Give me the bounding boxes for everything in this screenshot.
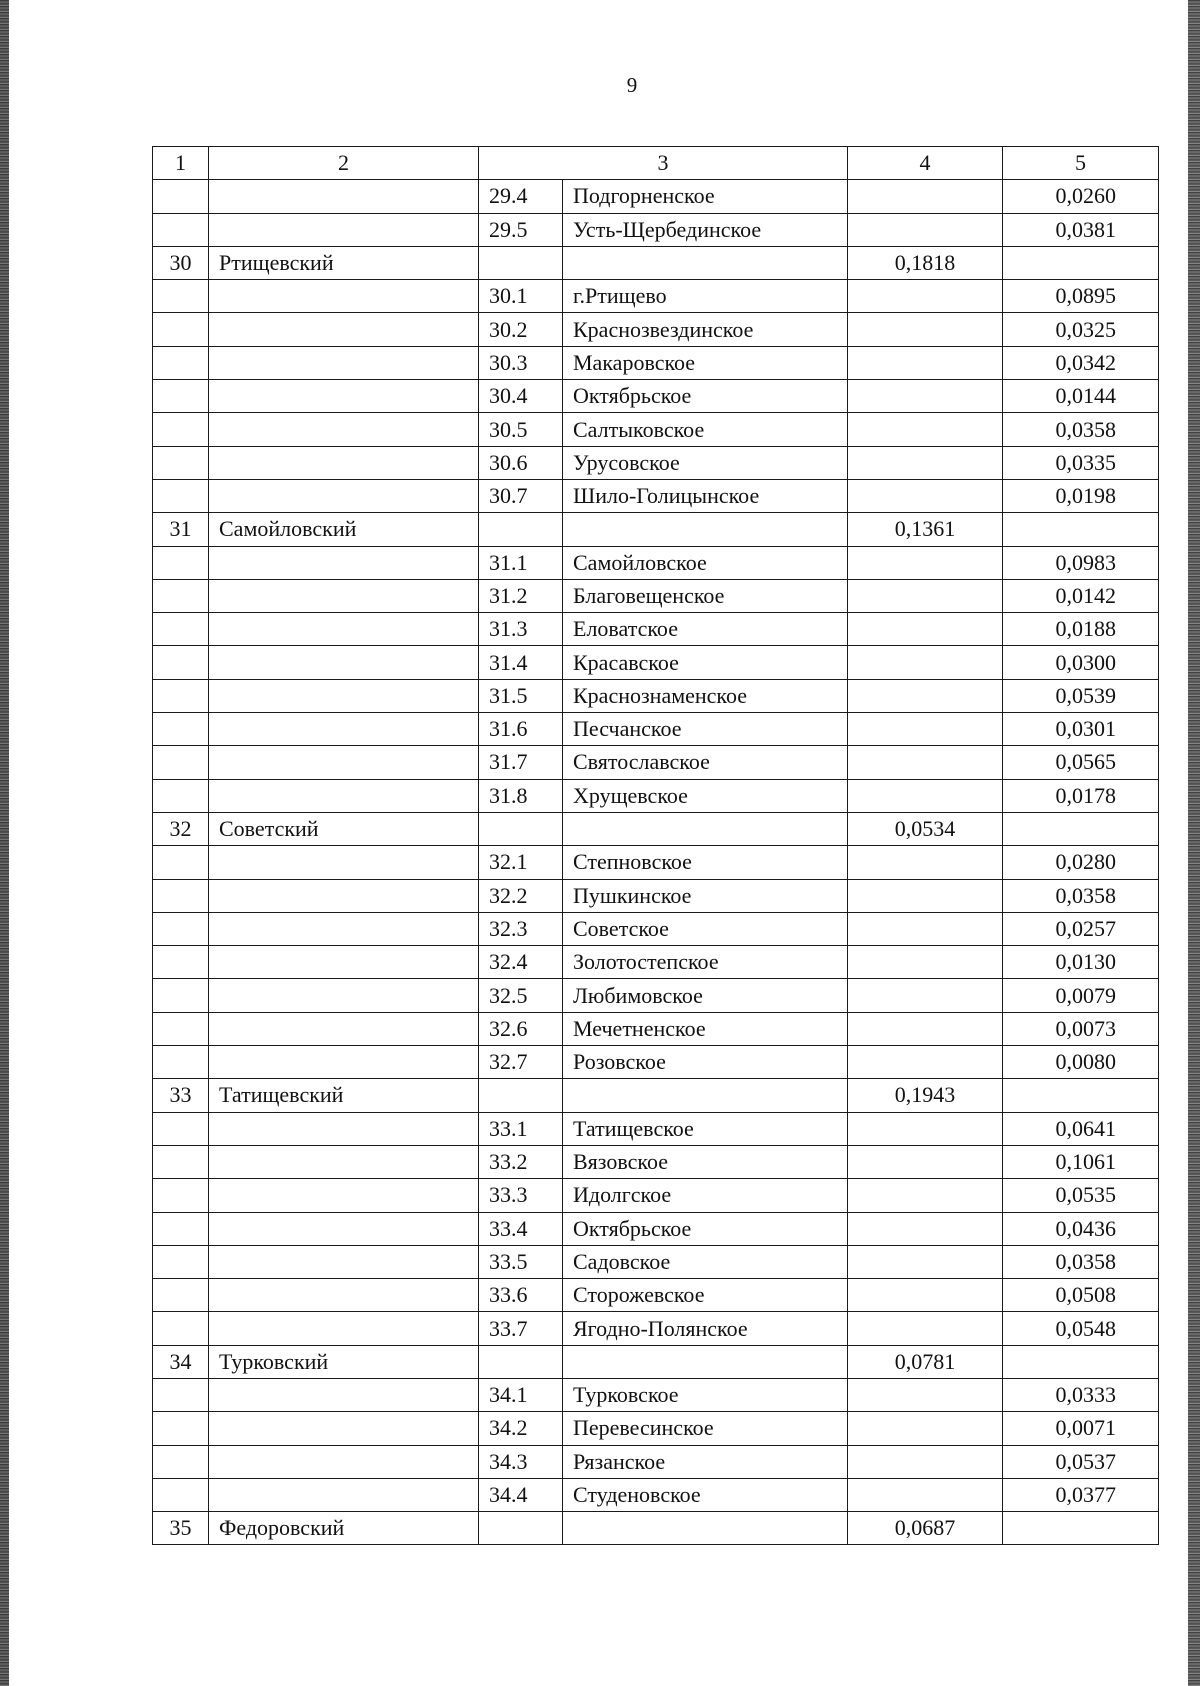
district-name [209, 779, 479, 812]
district-coefficient [848, 1112, 1003, 1145]
district-name [209, 979, 479, 1012]
settlement-name: Благовещенское [563, 579, 848, 612]
settlement-name: Подгорненское [563, 180, 848, 213]
table-row [153, 1145, 1159, 1178]
district-name [209, 1412, 479, 1445]
header-row [153, 147, 1159, 180]
district-coefficient [848, 446, 1003, 479]
district-name: Федоровский [209, 1512, 479, 1545]
header-col-2: 2 [209, 147, 479, 180]
settlement-name: Татищевское [563, 1112, 848, 1145]
allocation-table [152, 146, 1159, 1545]
district-coefficient [848, 679, 1003, 712]
settlement-code: 33.7 [479, 1312, 563, 1345]
settlement-coefficient [1003, 1345, 1159, 1378]
table-row [153, 180, 1159, 213]
row-number [153, 879, 209, 912]
settlement-name [563, 513, 848, 546]
district-name [209, 1445, 479, 1478]
scan-edge-left [0, 0, 9, 1686]
settlement-code: 33.4 [479, 1212, 563, 1245]
settlement-name: Краснозвездинское [563, 313, 848, 346]
district-coefficient: 0,0534 [848, 812, 1003, 845]
row-number [153, 280, 209, 313]
settlement-name: Октябрьское [563, 380, 848, 413]
settlement-coefficient: 0,0335 [1003, 446, 1159, 479]
settlement-code: 29.5 [479, 213, 563, 246]
settlement-name: Студеновское [563, 1478, 848, 1511]
district-name: Ртищевский [209, 246, 479, 279]
district-name [209, 313, 479, 346]
table-row [153, 346, 1159, 379]
district-name: Самойловский [209, 513, 479, 546]
district-coefficient [848, 546, 1003, 579]
table-row [153, 912, 1159, 945]
table-row [153, 1179, 1159, 1212]
settlement-name: Салтыковское [563, 413, 848, 446]
settlement-name: Сторожевское [563, 1279, 848, 1312]
settlement-coefficient: 0,0436 [1003, 1212, 1159, 1245]
settlement-name: Рязанское [563, 1445, 848, 1478]
settlement-code [479, 513, 563, 546]
table-row [153, 646, 1159, 679]
district-coefficient: 0,0781 [848, 1345, 1003, 1378]
row-number [153, 1179, 209, 1212]
settlement-name [563, 1345, 848, 1378]
district-coefficient: 0,1943 [848, 1079, 1003, 1112]
row-number [153, 679, 209, 712]
district-coefficient [848, 1279, 1003, 1312]
district-coefficient [848, 846, 1003, 879]
row-number [153, 646, 209, 679]
district-coefficient: 0,1818 [848, 246, 1003, 279]
district-name [209, 613, 479, 646]
table-row [153, 746, 1159, 779]
settlement-coefficient [1003, 812, 1159, 845]
settlement-name [563, 1079, 848, 1112]
row-number [153, 979, 209, 1012]
row-number [153, 1012, 209, 1045]
table-row [153, 413, 1159, 446]
settlement-coefficient: 0,0539 [1003, 679, 1159, 712]
table-row [153, 1245, 1159, 1278]
page-number: 9 [626, 73, 638, 97]
row-number [153, 1378, 209, 1411]
table-row [153, 1046, 1159, 1079]
table-row [153, 679, 1159, 712]
district-name: Турковский [209, 1345, 479, 1378]
district-name [209, 1245, 479, 1278]
district-name [209, 1046, 479, 1079]
row-number: 34 [153, 1345, 209, 1378]
settlement-coefficient: 0,0260 [1003, 180, 1159, 213]
settlement-code: 30.6 [479, 446, 563, 479]
settlement-code [479, 1079, 563, 1112]
settlement-name: Хрущевское [563, 779, 848, 812]
district-name [209, 1179, 479, 1212]
district-coefficient [848, 180, 1003, 213]
settlement-code: 31.5 [479, 679, 563, 712]
settlement-name: Краснознаменское [563, 679, 848, 712]
settlement-coefficient: 0,0198 [1003, 479, 1159, 512]
header-col-4: 4 [848, 147, 1003, 180]
settlement-name: г.Ртищево [563, 280, 848, 313]
settlement-code: 34.4 [479, 1478, 563, 1511]
district-name [209, 280, 479, 313]
settlement-coefficient: 0,0381 [1003, 213, 1159, 246]
district-name [209, 946, 479, 979]
district-coefficient [848, 1179, 1003, 1212]
settlement-name: Самойловское [563, 546, 848, 579]
table-row [153, 1412, 1159, 1445]
settlement-name: Советское [563, 912, 848, 945]
district-name: Татищевский [209, 1079, 479, 1112]
district-name [209, 713, 479, 746]
district-coefficient [848, 346, 1003, 379]
district-row [153, 1345, 1159, 1378]
header-col-3: 3 [479, 147, 848, 180]
table-row [153, 1279, 1159, 1312]
district-name [209, 546, 479, 579]
row-number [153, 846, 209, 879]
settlement-name: Ягодно-Полянское [563, 1312, 848, 1345]
row-number [153, 1245, 209, 1278]
district-coefficient: 0,0687 [848, 1512, 1003, 1545]
settlement-coefficient: 0,0508 [1003, 1279, 1159, 1312]
row-number [153, 1145, 209, 1178]
settlement-name: Золотостепское [563, 946, 848, 979]
row-number [153, 313, 209, 346]
row-number [153, 1312, 209, 1345]
settlement-coefficient: 0,0144 [1003, 380, 1159, 413]
district-coefficient [848, 213, 1003, 246]
row-number [153, 779, 209, 812]
district-coefficient [848, 1445, 1003, 1478]
settlement-coefficient: 0,0358 [1003, 879, 1159, 912]
row-number [153, 1112, 209, 1145]
row-number [153, 413, 209, 446]
settlement-coefficient: 0,0073 [1003, 1012, 1159, 1045]
district-coefficient [848, 646, 1003, 679]
settlement-coefficient: 0,0071 [1003, 1412, 1159, 1445]
settlement-coefficient: 0,0130 [1003, 946, 1159, 979]
settlement-name: Идолгское [563, 1179, 848, 1212]
settlement-code [479, 1512, 563, 1545]
settlement-code: 30.7 [479, 479, 563, 512]
district-coefficient [848, 946, 1003, 979]
settlement-name [563, 1512, 848, 1545]
district-coefficient [848, 613, 1003, 646]
district-name [209, 879, 479, 912]
settlement-coefficient: 0,0548 [1003, 1312, 1159, 1345]
settlement-name: Усть-Щербединское [563, 213, 848, 246]
settlement-coefficient [1003, 1512, 1159, 1545]
district-name [209, 746, 479, 779]
settlement-code: 32.7 [479, 1046, 563, 1079]
settlement-coefficient: 0,0080 [1003, 1046, 1159, 1079]
table-row [153, 546, 1159, 579]
district-coefficient [848, 746, 1003, 779]
table-row [153, 1112, 1159, 1145]
row-number [153, 946, 209, 979]
settlement-code: 30.2 [479, 313, 563, 346]
settlement-name: Перевесинское [563, 1412, 848, 1445]
settlement-code: 30.5 [479, 413, 563, 446]
settlement-name: Песчанское [563, 713, 848, 746]
table-header [153, 147, 1159, 180]
settlement-coefficient: 0,0983 [1003, 546, 1159, 579]
row-number [153, 180, 209, 213]
settlement-code: 30.3 [479, 346, 563, 379]
district-name [209, 413, 479, 446]
settlement-code: 33.6 [479, 1279, 563, 1312]
settlement-coefficient: 0,0641 [1003, 1112, 1159, 1145]
settlement-code: 32.1 [479, 846, 563, 879]
row-number [153, 546, 209, 579]
row-number [153, 746, 209, 779]
settlement-name: Любимовское [563, 979, 848, 1012]
settlement-name: Урусовское [563, 446, 848, 479]
table-row [153, 579, 1159, 612]
district-coefficient [848, 380, 1003, 413]
row-number [153, 346, 209, 379]
row-number [153, 912, 209, 945]
table-row [153, 1378, 1159, 1411]
table-row [153, 280, 1159, 313]
settlement-name: Макаровское [563, 346, 848, 379]
settlement-code: 31.8 [479, 779, 563, 812]
settlement-code: 32.5 [479, 979, 563, 1012]
district-coefficient [848, 479, 1003, 512]
row-number [153, 479, 209, 512]
settlement-name: Шило-Голицынское [563, 479, 848, 512]
settlement-coefficient: 0,0300 [1003, 646, 1159, 679]
district-name [209, 846, 479, 879]
district-coefficient [848, 413, 1003, 446]
table-row [153, 1478, 1159, 1511]
settlement-name: Еловатское [563, 613, 848, 646]
table-row [153, 946, 1159, 979]
settlement-coefficient: 0,0079 [1003, 979, 1159, 1012]
district-name [209, 1478, 479, 1511]
settlement-code: 31.3 [479, 613, 563, 646]
row-number: 31 [153, 513, 209, 546]
settlement-code: 32.4 [479, 946, 563, 979]
settlement-name: Пушкинское [563, 879, 848, 912]
settlement-coefficient: 0,0565 [1003, 746, 1159, 779]
row-number [153, 213, 209, 246]
row-number: 32 [153, 812, 209, 845]
row-number [153, 713, 209, 746]
row-number [153, 446, 209, 479]
settlement-name: Святославское [563, 746, 848, 779]
settlement-name: Мечетненское [563, 1012, 848, 1045]
district-name [209, 579, 479, 612]
settlement-coefficient: 0,0178 [1003, 779, 1159, 812]
settlement-coefficient [1003, 513, 1159, 546]
row-number [153, 1445, 209, 1478]
district-name [209, 346, 479, 379]
settlement-name: Садовское [563, 1245, 848, 1278]
table-row [153, 779, 1159, 812]
row-number [153, 1412, 209, 1445]
row-number: 35 [153, 1512, 209, 1545]
district-coefficient [848, 313, 1003, 346]
settlement-code: 32.2 [479, 879, 563, 912]
district-coefficient [848, 1212, 1003, 1245]
district-name [209, 1279, 479, 1312]
settlement-code: 31.6 [479, 713, 563, 746]
settlement-code: 31.1 [479, 546, 563, 579]
settlement-code: 34.2 [479, 1412, 563, 1445]
district-name [209, 912, 479, 945]
district-name [209, 1378, 479, 1411]
header-col-1: 1 [153, 147, 209, 180]
table-row [153, 1312, 1159, 1345]
row-number [153, 380, 209, 413]
row-number [153, 1478, 209, 1511]
district-coefficient [848, 1412, 1003, 1445]
settlement-code: 32.3 [479, 912, 563, 945]
table-row [153, 713, 1159, 746]
district-coefficient [848, 1245, 1003, 1278]
row-number [153, 579, 209, 612]
district-name [209, 1012, 479, 1045]
settlement-coefficient: 0,0358 [1003, 1245, 1159, 1278]
settlement-coefficient: 0,0280 [1003, 846, 1159, 879]
district-coefficient [848, 1145, 1003, 1178]
table-row [153, 879, 1159, 912]
district-name [209, 479, 479, 512]
settlement-name: Степновское [563, 846, 848, 879]
settlement-code: 33.1 [479, 1112, 563, 1145]
settlement-code: 30.1 [479, 280, 563, 313]
settlement-coefficient: 0,0188 [1003, 613, 1159, 646]
district-name [209, 1212, 479, 1245]
table-row [153, 1212, 1159, 1245]
district-coefficient [848, 912, 1003, 945]
settlement-name: Октябрьское [563, 1212, 848, 1245]
settlement-code: 31.7 [479, 746, 563, 779]
district-coefficient [848, 779, 1003, 812]
header-col-5: 5 [1003, 147, 1159, 180]
table-row [153, 313, 1159, 346]
district-name [209, 1312, 479, 1345]
settlement-code: 34.1 [479, 1378, 563, 1411]
row-number [153, 1212, 209, 1245]
row-number [153, 613, 209, 646]
settlement-coefficient: 0,0333 [1003, 1378, 1159, 1411]
district-name [209, 180, 479, 213]
district-name: Советский [209, 812, 479, 845]
settlement-code: 31.4 [479, 646, 563, 679]
settlement-name: Розовское [563, 1046, 848, 1079]
settlement-code: 33.5 [479, 1245, 563, 1278]
district-coefficient [848, 579, 1003, 612]
settlement-name [563, 246, 848, 279]
district-name [209, 446, 479, 479]
district-coefficient [848, 713, 1003, 746]
district-name [209, 213, 479, 246]
district-row [153, 246, 1159, 279]
district-coefficient [848, 1478, 1003, 1511]
settlement-coefficient: 0,0895 [1003, 280, 1159, 313]
district-coefficient [848, 1012, 1003, 1045]
settlement-code [479, 1345, 563, 1378]
settlement-coefficient: 0,0358 [1003, 413, 1159, 446]
table-row [153, 380, 1159, 413]
table-row [153, 1445, 1159, 1478]
district-coefficient [848, 1378, 1003, 1411]
district-name [209, 646, 479, 679]
district-name [209, 1112, 479, 1145]
table-row [153, 479, 1159, 512]
settlement-name: Турковское [563, 1378, 848, 1411]
settlement-code [479, 246, 563, 279]
table-row [153, 213, 1159, 246]
settlement-coefficient: 0,0342 [1003, 346, 1159, 379]
settlement-code: 33.3 [479, 1179, 563, 1212]
district-name [209, 380, 479, 413]
district-coefficient: 0,1361 [848, 513, 1003, 546]
settlement-name: Красавское [563, 646, 848, 679]
district-name [209, 679, 479, 712]
settlement-code [479, 812, 563, 845]
settlement-coefficient: 0,0537 [1003, 1445, 1159, 1478]
settlement-coefficient [1003, 1079, 1159, 1112]
district-coefficient [848, 979, 1003, 1012]
table-row [153, 979, 1159, 1012]
row-number [153, 1046, 209, 1079]
district-coefficient [848, 1312, 1003, 1345]
settlement-coefficient: 0,0377 [1003, 1478, 1159, 1511]
scan-edge-right [1188, 0, 1200, 1686]
district-coefficient [848, 280, 1003, 313]
district-coefficient [848, 1046, 1003, 1079]
settlement-code: 33.2 [479, 1145, 563, 1178]
table-row [153, 846, 1159, 879]
row-number: 30 [153, 246, 209, 279]
row-number: 33 [153, 1079, 209, 1112]
table-body [153, 180, 1159, 1545]
settlement-coefficient [1003, 246, 1159, 279]
settlement-code: 34.3 [479, 1445, 563, 1478]
settlement-coefficient: 0,0142 [1003, 579, 1159, 612]
table-row [153, 1012, 1159, 1045]
settlement-name: Вязовское [563, 1145, 848, 1178]
district-row [153, 1079, 1159, 1112]
district-row [153, 1512, 1159, 1545]
settlement-code: 29.4 [479, 180, 563, 213]
settlement-coefficient: 0,0535 [1003, 1179, 1159, 1212]
district-coefficient [848, 879, 1003, 912]
settlement-coefficient: 0,0257 [1003, 912, 1159, 945]
settlement-name [563, 812, 848, 845]
settlement-coefficient: 0,0325 [1003, 313, 1159, 346]
settlement-coefficient: 0,0301 [1003, 713, 1159, 746]
settlement-code: 31.2 [479, 579, 563, 612]
settlement-code: 30.4 [479, 380, 563, 413]
district-row [153, 513, 1159, 546]
district-row [153, 812, 1159, 845]
table-row [153, 613, 1159, 646]
settlement-code: 32.6 [479, 1012, 563, 1045]
settlement-coefficient: 0,1061 [1003, 1145, 1159, 1178]
table-row [153, 446, 1159, 479]
district-name [209, 1145, 479, 1178]
row-number [153, 1279, 209, 1312]
